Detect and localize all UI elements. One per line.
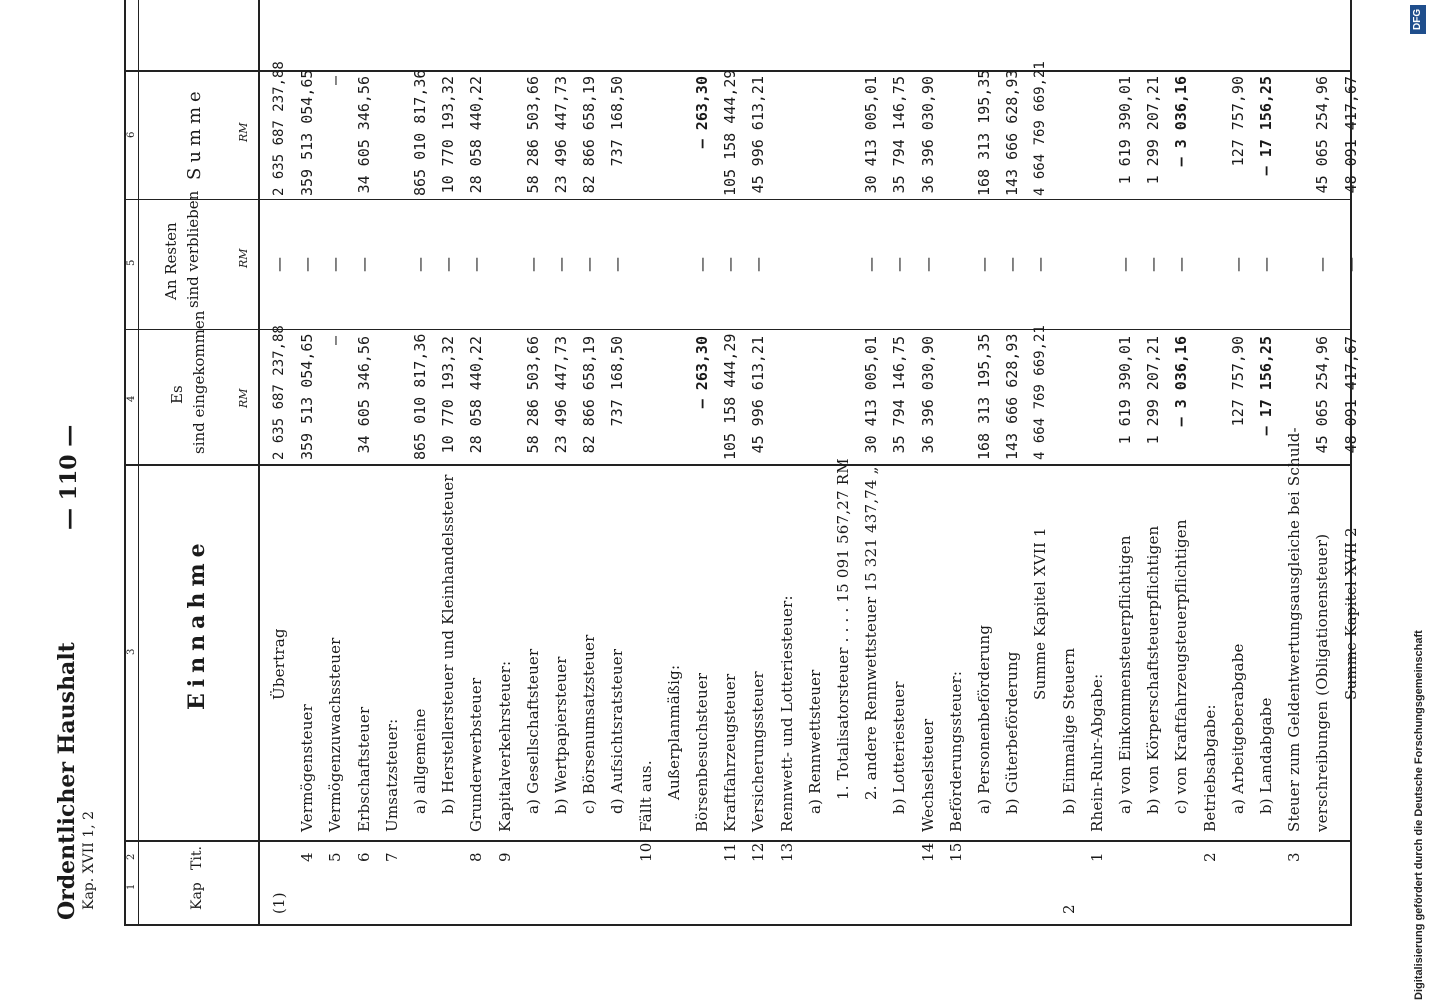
cell-eingekommen: 4 664 769 669,21 (1032, 325, 1048, 460)
colnum-6: 6 (126, 131, 137, 138)
colnum-3: 3 (126, 648, 137, 655)
credit-text: Digitalisierung gefördert durch die Deutsche Forschungsgemeinschaft (1413, 630, 1425, 1000)
cell-summe: 1 619 390,01 (1116, 76, 1134, 185)
cell-eingekommen: 30 413 005,01 (862, 336, 880, 454)
row-label: Beförderungssteuer: (947, 670, 965, 832)
cell-summe: 4 664 769 669,21 (1032, 61, 1048, 196)
row-tit: 11 (721, 842, 739, 862)
row-label: Fällt aus. (637, 760, 655, 832)
header-eing-1: Es (168, 385, 186, 404)
page-number: — 110 — (56, 424, 82, 530)
colnum-2: 2 (126, 853, 137, 860)
cell-eingekommen: 35 794 146,75 (890, 336, 908, 454)
colnum-1: 1 (126, 883, 137, 890)
cell-eingekommen: 105 158 444,29 (721, 333, 739, 460)
row-label: Versicherungssteuer (749, 671, 767, 832)
cell-resten: — (411, 257, 429, 272)
row-label: b) Landabgabe (1257, 697, 1275, 814)
row-tit: 3 (1285, 852, 1303, 862)
cell-resten: — (1116, 257, 1134, 272)
cell-resten: — (1003, 257, 1021, 272)
col-divider-eing (124, 329, 1350, 330)
row-tit: 10 (637, 842, 655, 862)
cell-summe: 105 158 444,29 (721, 69, 739, 196)
cell-resten: — (890, 257, 908, 272)
cell-eingekommen: 28 058 440,22 (467, 336, 485, 454)
header-tit: Tit. (189, 846, 205, 870)
row-label: a) Rennwettsteuer (806, 669, 824, 814)
col-divider-text (124, 464, 1350, 466)
row-label: Summe Kapitel XVII 1 (1031, 527, 1049, 700)
row-label: Vermögensteuer (298, 703, 316, 832)
cell-eingekommen: 23 496 447,73 (552, 336, 570, 454)
cell-summe: — 263,30 (693, 76, 711, 149)
row-kap: 2 (1060, 904, 1078, 914)
cell-resten: — (1144, 257, 1162, 272)
row-label: c) Börsenumsatzsteuer (580, 634, 598, 814)
row-label: a) Gesellschaftsteuer (524, 648, 542, 814)
header-einnahme: Einnahme (184, 537, 210, 710)
cell-summe: — 3 036,16 (1172, 76, 1190, 167)
table-top-border (124, 0, 126, 926)
row-tit: 7 (383, 852, 401, 862)
row-tit: 4 (298, 852, 316, 862)
cell-summe: 1 299 207,21 (1144, 76, 1162, 185)
header-eing-unit: RM (237, 388, 250, 408)
cell-summe: — 17 156,25 (1257, 76, 1275, 176)
row-label: Übertrag (270, 628, 288, 700)
row-tit: 14 (919, 842, 937, 862)
cell-summe: 168 313 195,35 (975, 69, 993, 196)
cell-eingekommen: 58 286 503,66 (524, 336, 542, 454)
cell-summe: 23 496 447,73 (552, 76, 570, 194)
col-divider-rest (124, 199, 1350, 200)
row-label: Summe Kapitel XVII 2 (1342, 527, 1360, 700)
cell-summe: 45 996 613,21 (749, 76, 767, 194)
row-label: Steuer zum Geldentwertungsausgleiche bei Schuld- (1285, 427, 1303, 832)
dfg-logo: DFG (1410, 5, 1426, 34)
cell-resten: — (749, 257, 767, 272)
cell-resten: — (524, 257, 542, 272)
row-tit: 8 (467, 852, 485, 862)
row-label: b) Güterbeförderung (1003, 651, 1021, 814)
row-label: b) Herstellersteuer und Kleinhandelssteuer (439, 474, 457, 814)
cell-summe: 2 635 687 237,88 (271, 61, 287, 196)
cell-resten: — (580, 257, 598, 272)
header-rest-2: sind verblieben (184, 190, 202, 308)
header-bottom-border (258, 0, 260, 926)
cell-resten: — (298, 257, 316, 272)
cell-resten: — (721, 257, 739, 272)
header-rest-1: An Resten (162, 222, 180, 300)
row-label: a) allgemeine (411, 708, 429, 814)
row-label: b) von Körperschaftsteuerpflichtigen (1144, 525, 1162, 814)
cell-resten: — (439, 257, 457, 272)
cell-resten: — (467, 257, 485, 272)
cell-summe: 28 058 440,22 (467, 76, 485, 194)
cell-summe: — (326, 76, 344, 86)
cell-summe: 359 513 054,65 (298, 69, 316, 196)
row-label: Kapitalverkehrsteuer: (496, 660, 514, 832)
row-label: Betriebsabgabe: (1201, 704, 1219, 832)
cell-resten: — (552, 257, 570, 272)
header-eing-2: sind eingekommen (190, 310, 208, 454)
row-tit: 5 (326, 852, 344, 862)
row-label: b) Einmalige Steuern (1060, 647, 1078, 814)
cell-eingekommen: 36 396 030,90 (919, 336, 937, 454)
row-label: Außerplanmäßig: (665, 664, 683, 800)
row-label: a) Arbeitgeberabgabe (1229, 643, 1247, 814)
row-label: a) Personenbeförderung (975, 624, 993, 814)
header-summe-unit: RM (237, 122, 250, 142)
cell-eingekommen: 143 666 628,93 (1003, 333, 1021, 460)
row-label: Kraftfahrzeugsteuer (721, 673, 739, 832)
cell-resten: — (608, 257, 626, 272)
row-label: c) von Kraftfahrzeugsteuerpflichtigen (1172, 519, 1190, 814)
cell-eingekommen: 82 866 658,19 (580, 336, 598, 454)
cell-eingekommen: 10 770 193,32 (439, 336, 457, 454)
row-tit: 15 (947, 842, 965, 862)
cell-resten: — (1257, 257, 1275, 272)
cell-eingekommen: 127 757,90 (1229, 336, 1247, 427)
cell-summe: 127 757,90 (1229, 76, 1247, 167)
row-tit: 6 (355, 852, 373, 862)
document-subtitle: Kap. XVII 1, 2 (81, 811, 97, 910)
cell-resten: — (1313, 257, 1331, 272)
document-title: Ordentlicher Haushalt (54, 642, 80, 920)
colnum-5: 5 (126, 259, 137, 266)
row-label: d) Aufsichtsratsteuer (608, 648, 626, 814)
cell-resten: — (1229, 257, 1247, 272)
cell-resten: — (862, 257, 880, 272)
row-label: Erbschaftsteuer (355, 706, 373, 832)
row-label: Börsenbesuchsteuer (693, 672, 711, 832)
cell-resten: — (1342, 257, 1360, 272)
cell-resten: — (693, 257, 711, 272)
table-bottom-border (1350, 0, 1352, 926)
cell-eingekommen: 45 996 613,21 (749, 336, 767, 454)
colnum-separator (138, 0, 139, 926)
cell-summe: 143 666 628,93 (1003, 69, 1021, 196)
cell-summe: 45 065 254,96 (1313, 76, 1331, 194)
cell-summe: 865 010 817,36 (411, 69, 429, 196)
cell-eingekommen: — 263,30 (693, 336, 711, 409)
row-label: Vermögenzuwachssteuer (326, 637, 344, 832)
row-label: Grunderwerbsteuer (467, 677, 485, 832)
cell-summe: 737 168,50 (608, 76, 626, 167)
cell-eingekommen: 1 299 207,21 (1144, 336, 1162, 445)
cell-summe: 30 413 005,01 (862, 76, 880, 194)
row-label: Rhein-Ruhr-Abgabe: (1088, 673, 1106, 832)
cell-summe: 36 396 030,90 (919, 76, 937, 194)
cell-summe: 48 091 417,67 (1342, 76, 1360, 194)
row-tit: 2 (1201, 852, 1219, 862)
cell-eingekommen: 2 635 687 237,88 (271, 325, 287, 460)
cell-eingekommen: 168 313 195,35 (975, 333, 993, 460)
row-kap: (1) (270, 892, 288, 914)
cell-resten: — (326, 257, 344, 272)
cell-resten: — (975, 257, 993, 272)
row-label: Umsatzsteuer: (383, 718, 401, 832)
cell-eingekommen: — 3 036,16 (1172, 336, 1190, 427)
cell-summe: 35 794 146,75 (890, 76, 908, 194)
cell-eingekommen: 737 168,50 (608, 336, 626, 427)
digitization-credit (1406, 0, 1434, 1000)
col-divider-kap (124, 924, 1350, 926)
cell-eingekommen: 34 605 346,56 (355, 336, 373, 454)
cell-summe: 10 770 193,32 (439, 76, 457, 194)
cell-summe: 82 866 658,19 (580, 76, 598, 194)
row-tit: 12 (749, 842, 767, 862)
header-rest-unit: RM (237, 248, 250, 268)
cell-eingekommen: 865 010 817,36 (411, 333, 429, 460)
cell-eingekommen: 1 619 390,01 (1116, 336, 1134, 445)
cell-resten: — (1031, 257, 1049, 272)
row-tit: 1 (1088, 852, 1106, 862)
row-tit: 9 (496, 852, 514, 862)
header-kap: Kap (189, 882, 205, 910)
header-summe: Summe (184, 86, 205, 180)
cell-eingekommen: — (326, 336, 344, 346)
cell-resten: — (1172, 257, 1190, 272)
row-label: verschreibungen (Obligationensteuer) (1313, 533, 1331, 832)
cell-resten: — (919, 257, 937, 272)
cell-resten: — (355, 257, 373, 272)
row-label: 2. andere Rennwettsteuer 15 321 437,74 „ (862, 466, 880, 800)
row-label: b) Lotteriesteuer (890, 681, 908, 814)
cell-eingekommen: 48 091 417,67 (1342, 336, 1360, 454)
row-tit: 13 (778, 842, 796, 862)
cell-eingekommen: 359 513 054,65 (298, 333, 316, 460)
row-label: a) von Einkommensteuerpflichtigen (1116, 535, 1134, 814)
cell-eingekommen: — 17 156,25 (1257, 336, 1275, 436)
row-label: 1. Totalisatorsteuer . . . . 15 091 567,27 RM (834, 458, 852, 800)
row-label: b) Wertpapiersteuer (552, 656, 570, 814)
cell-eingekommen: 45 065 254,96 (1313, 336, 1331, 454)
cell-summe: 34 605 346,56 (355, 76, 373, 194)
row-label: Rennwett- und Lotteriesteuer: (778, 595, 796, 832)
row-label: Wechselsteuer (919, 718, 937, 832)
colnum-4: 4 (126, 395, 137, 402)
cell-summe: 58 286 503,66 (524, 76, 542, 194)
cell-resten: — (270, 257, 288, 272)
